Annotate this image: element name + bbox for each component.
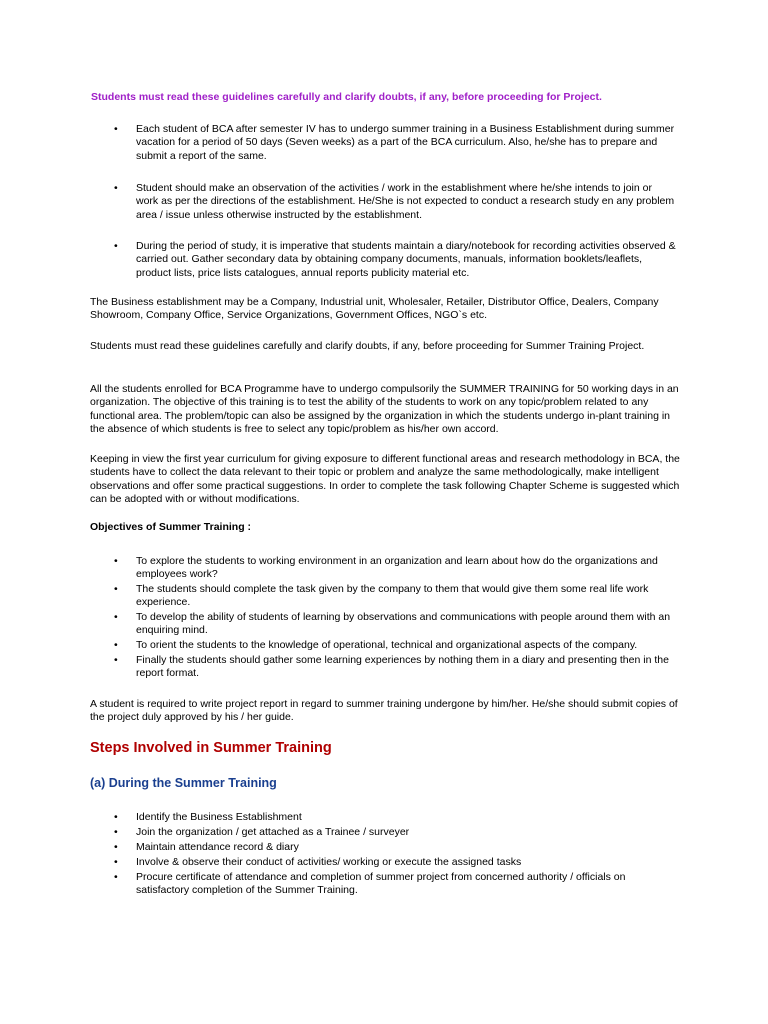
list-item bbox=[0, 555, 768, 583]
guidelines-paragraph: Students must read these guidelines carefully and clarify doubts, if any, before proceeding for Summer Training Project. bbox=[90, 340, 645, 352]
list-item-text: Procure certificate of attendance and completion of summer project from concerned authority / officials on satisfactory completion of the Summer Training. bbox=[136, 871, 626, 897]
list-item bbox=[0, 123, 768, 182]
list-item-text: Involve & observe their conduct of activities/ working or execute the assigned tasks bbox=[136, 856, 522, 868]
bullet-icon: • bbox=[114, 583, 118, 595]
list-item bbox=[0, 182, 768, 240]
list-item-text: Maintain attendance record & diary bbox=[136, 841, 299, 853]
list-item bbox=[0, 654, 768, 681]
list-item-text: Join the organization / get attached as a Trainee / surveyer bbox=[136, 826, 410, 838]
list-item bbox=[0, 871, 768, 898]
top-bullet-list bbox=[0, 123, 768, 280]
during-steps-list bbox=[0, 811, 768, 898]
during-training-heading: (a) During the Summer Training bbox=[90, 776, 277, 790]
list-item-text: To develop the ability of students of learning by observations and communications with people around them with an enquiring mind. bbox=[136, 611, 671, 637]
list-item bbox=[0, 841, 768, 856]
list-item bbox=[0, 583, 768, 611]
bullet-icon: • bbox=[114, 555, 118, 567]
objectives-heading: Objectives of Summer Training : bbox=[90, 521, 252, 533]
list-item-text: The students should complete the task given by the company to them that would give them some real life work experience. bbox=[136, 583, 649, 609]
objectives-list bbox=[0, 555, 768, 681]
steps-heading: Steps Involved in Summer Training bbox=[90, 740, 332, 756]
report-paragraph: A student is required to write project report in regard to summer training undergone by him/her. He/she should submit copies of the project duly approved by his / her guide. bbox=[90, 698, 678, 724]
bullet-icon: • bbox=[114, 871, 118, 883]
list-item-text: To explore the students to working environment in an organization and learn about how do the organizations and employees work? bbox=[136, 555, 658, 581]
bullet-icon: • bbox=[114, 654, 118, 666]
establishment-paragraph: The Business establishment may be a Company, Industrial unit, Wholesaler, Retailer, Distributor Office, Dealers, Company Showroom, Company Office, Service Organizations, Government Offices, NGO`s etc. bbox=[90, 296, 659, 322]
bullet-icon: • bbox=[114, 611, 118, 623]
curriculum-paragraph: Keeping in view the first year curriculum for giving exposure to different functional areas and research methodology in BCA, the students have to collect the data relevant to their topic or problem and analyze the same methodologically, make intelligent observations and offer some practical suggestions. In order to complete the task following Chapter Scheme is suggested which can be adopted with or without modifications. bbox=[90, 453, 680, 506]
list-item-text: Finally the students should gather some learning experiences by nothing them in a diary and presenting then in the report format. bbox=[136, 654, 669, 680]
bullet-icon: • bbox=[114, 826, 118, 838]
enrollment-paragraph: All the students enrolled for BCA Programme have to undergo compulsorily the SUMMER TRAINING for 50 working days in an organization. The objective of this training is to test the ability of the students to work on any topic/problem related to any functional area. The problem/topic can also be assigned by the organization in which the students undergo in-plant training in the absence of which students is free to select any topic/problem as his/her own accord. bbox=[90, 383, 679, 436]
list-item-text: Each student of BCA after semester IV has to undergo summer training in a Business Establishment during summer vacation for a period of 50 days (Seven weeks) as a part of the BCA curriculum. Also, he/she has to prepare and submit a report of the same. bbox=[136, 123, 675, 162]
bullet-icon: • bbox=[114, 841, 118, 853]
list-item-text: Student should make an observation of the activities / work in the establishment where he/she intends to join or work as per the directions of the establishment. He/She is not expected to conduct a research study en any problem area / issue unless otherwise instructed by the establishment. bbox=[136, 182, 675, 221]
bullet-icon: • bbox=[114, 123, 118, 135]
bullet-icon: • bbox=[114, 811, 118, 823]
list-item bbox=[0, 856, 768, 871]
bullet-icon: • bbox=[114, 856, 118, 868]
list-item-text: During the period of study, it is imperative that students maintain a diary/notebook for recording activities observed & carried out. Gather secondary data by obtaining company documents, manuals, information booklets/leaflets, product lists, price lists catalogues, annual reports publicity material etc. bbox=[136, 240, 676, 279]
list-item bbox=[0, 611, 768, 639]
list-item bbox=[0, 639, 768, 654]
list-item bbox=[0, 826, 768, 841]
intro-notice: Students must read these guidelines carefully and clarify doubts, if any, before proceeding for Project. bbox=[91, 91, 602, 103]
list-item bbox=[0, 811, 768, 826]
bullet-icon: • bbox=[114, 182, 118, 194]
list-item bbox=[0, 240, 768, 280]
bullet-icon: • bbox=[114, 639, 118, 651]
bullet-icon: • bbox=[114, 240, 118, 252]
list-item-text: Identify the Business Establishment bbox=[136, 811, 302, 823]
list-item-text: To orient the students to the knowledge of operational, technical and organizational aspects of the company. bbox=[136, 639, 638, 651]
